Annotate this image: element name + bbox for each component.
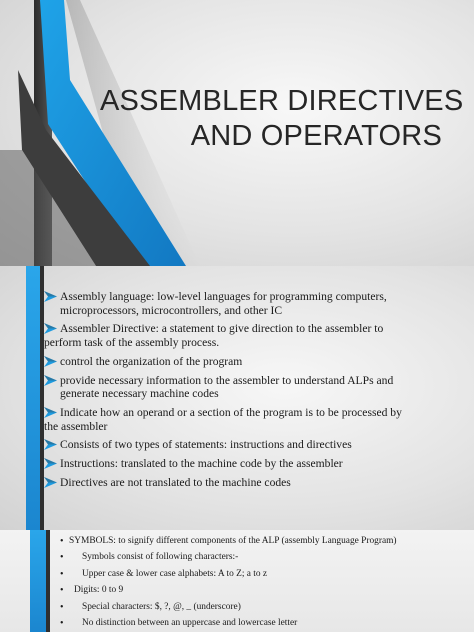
list-item: • Upper case & lower case alphabets: A to Z; a to z: [60, 569, 470, 580]
list-item: [44, 355, 464, 369]
bullet-line: Assembler Directive: a statement to give direction to the assembler to: [60, 322, 384, 336]
bullet-line: generate necessary machine codes: [60, 387, 219, 401]
list-item: • Special characters: $, ?, @, _ (underscore): [60, 602, 470, 613]
bullet-line: microprocessors, microcontrollers, and other IC: [60, 303, 283, 317]
bullet-line: Directives are not translated to the machine codes: [60, 475, 291, 489]
list-item: • Digits: 0 to 9: [60, 585, 470, 596]
list-item: [44, 406, 464, 433]
slide-title-text: [100, 84, 470, 155]
blue-stripe: [30, 530, 46, 632]
slide-assembly-language: [0, 266, 474, 530]
bullet-line: Indicate how an operand or a section of the program is to be processed by: [60, 405, 402, 419]
arrow-bullet-icon: [44, 291, 57, 302]
list-item: [44, 476, 464, 490]
title-line-2: AND OPERATORS: [190, 120, 442, 153]
bullet-line: perform task of the assembly process.: [44, 335, 220, 349]
list-item: [44, 438, 464, 452]
arrow-bullet-icon: [44, 356, 57, 367]
slide-symbols: [0, 530, 474, 632]
list-item: [44, 457, 464, 471]
bullet-list: [44, 290, 464, 495]
arrow-bullet-icon: [44, 375, 57, 386]
bullet-line: control the organization of the program: [60, 354, 243, 368]
bullet-line: Consists of two types of statements: instructions and directives: [60, 438, 352, 452]
symbols-list: [60, 536, 470, 632]
list-item: • No distinction between an uppercase and lowercase letter: [60, 618, 470, 629]
bullet-line: the assembler: [44, 419, 108, 433]
arrow-bullet-icon: [44, 407, 57, 418]
arrow-bullet-icon: [44, 439, 57, 450]
title-line-1: ASSEMBLER DIRECTIVES: [100, 85, 464, 117]
bullet-line: provide necessary information to the assembler to understand ALPs and: [60, 373, 394, 387]
list-item: [44, 322, 464, 349]
bullet-line: Instructions: translated to the machine code by the assembler: [60, 457, 343, 471]
arrow-bullet-icon: [44, 477, 57, 488]
blue-stripe: [26, 266, 40, 530]
bullet-line: Assembly language: low-level languages for programming computers,: [60, 290, 387, 303]
list-item: [44, 374, 464, 401]
list-item: [44, 290, 464, 317]
arrow-bullet-icon: [44, 323, 57, 334]
arrow-bullet-icon: [44, 458, 57, 469]
list-item: • SYMBOLS: to signify different components of the ALP (assembly Language Program): [60, 536, 470, 547]
dark-edge: [46, 530, 50, 632]
slide-title: [0, 0, 474, 266]
list-item: • Symbols consist of following characters:-: [60, 552, 470, 563]
